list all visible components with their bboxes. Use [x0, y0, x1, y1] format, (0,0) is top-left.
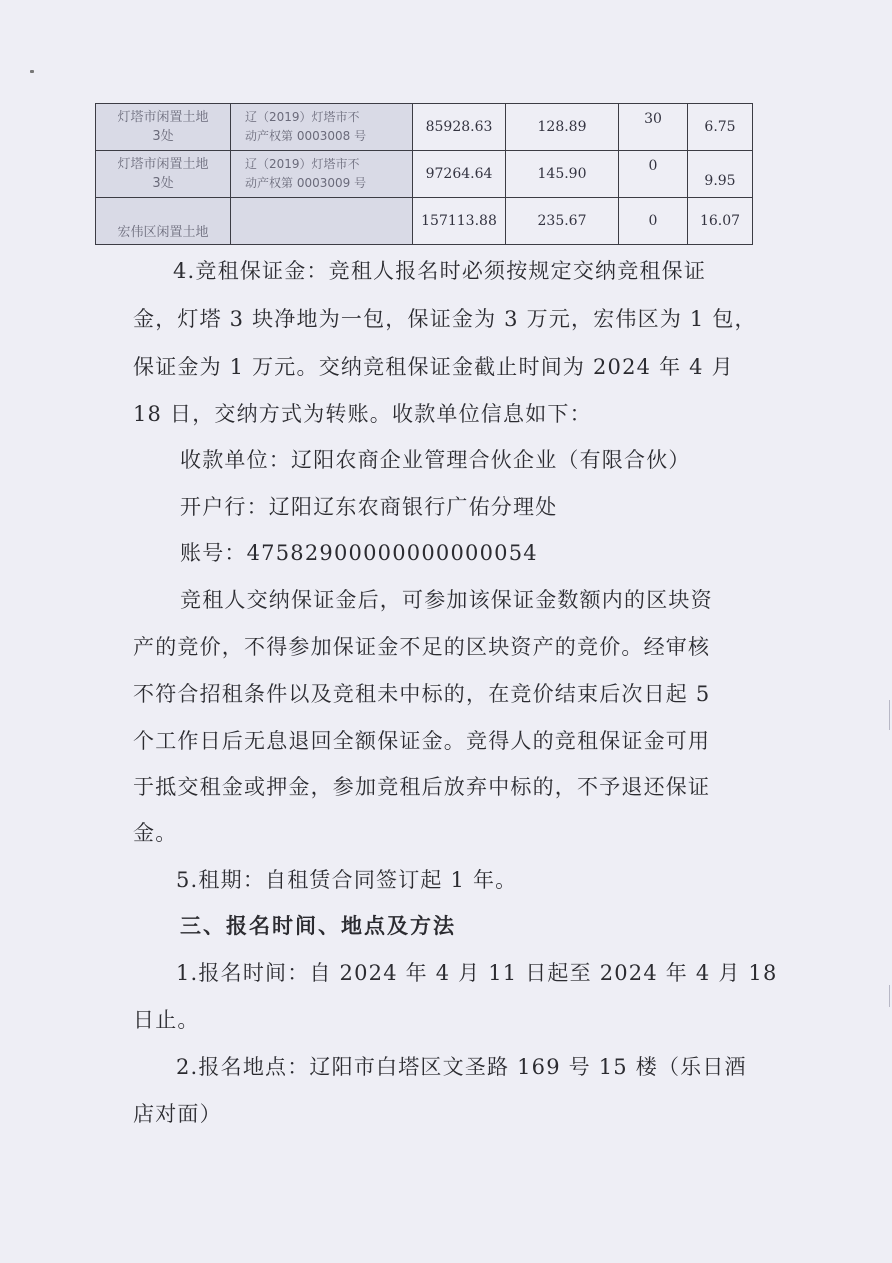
land-name-cell: 灯塔市闲置土地 3处: [96, 104, 231, 151]
land-name-cell: 灯塔市闲置土地 3处: [96, 151, 231, 198]
scan-edge-mark: [889, 700, 890, 730]
rule-paragraph-line: 金。: [133, 821, 178, 845]
rule-paragraph-line: 个工作日后无息退回全额保证金。竞得人的竞租保证金可用: [133, 729, 711, 753]
registration-time-line: 1.报名时间：自 2024 年 4 月 11 日起至 2024 年 4 月 18: [176, 961, 778, 985]
certificate-cell: 辽（2019）灯塔市不 动产权第 0003008 号: [231, 104, 413, 151]
registration-place-line: 店对面）: [133, 1102, 222, 1126]
account-line: 账号：47582900000000000054: [180, 541, 538, 565]
lease-term-line: 5.租期：自租赁合同签订起 1 年。: [176, 868, 518, 892]
scan-edge-mark: [889, 985, 890, 1007]
rule-paragraph-line: 于抵交租金或押金，参加竞租后放弃中标的，不予退还保证: [133, 775, 711, 799]
rule-paragraph-line: 竞租人交纳保证金后，可参加该保证金数额内的区块资: [180, 588, 713, 612]
deposit-paragraph-line: 18 日，交纳方式为转账。收款单位信息如下：: [133, 402, 592, 426]
registration-time-line: 日止。: [133, 1008, 200, 1032]
rule-paragraph-line: 产的竞价，不得参加保证金不足的区块资产的竞价。经审核: [133, 635, 711, 659]
area-cell: 97264.64: [413, 151, 506, 198]
table-row: [96, 198, 753, 245]
count-cell: 0: [619, 151, 688, 198]
mu-cell: 145.90: [506, 151, 619, 198]
certificate-cell: 辽（2019）灯塔市不 动产权第 0003009 号: [231, 151, 413, 198]
area-cell: 157113.88: [413, 198, 506, 245]
land-name-cell: 宏伟区闲置土地: [96, 198, 231, 245]
registration-place-line: 2.报名地点：辽阳市白塔区文圣路 169 号 15 楼（乐日酒: [176, 1055, 747, 1079]
area-cell: 85928.63: [413, 104, 506, 151]
count-cell: 30: [619, 104, 688, 151]
section-heading: 三、报名时间、地点及方法: [180, 914, 456, 938]
mu-cell: 235.67: [506, 198, 619, 245]
deposit-paragraph-line: 4.竞租保证金：竞租人报名时必须按规定交纳竞租保证: [173, 259, 707, 283]
price-cell: 16.07: [688, 198, 753, 245]
payee-line: 收款单位：辽阳农商企业管理合伙企业（有限合伙）: [180, 448, 691, 472]
scan-speck: [30, 70, 34, 73]
certificate-cell: [231, 198, 413, 245]
mu-cell: 128.89: [506, 104, 619, 151]
land-asset-table: [95, 103, 753, 245]
price-cell: 6.75: [688, 104, 753, 151]
deposit-paragraph-line: 金，灯塔 3 块净地为一包，保证金为 3 万元，宏伟区为 1 包，: [133, 307, 757, 331]
price-cell: 9.95: [688, 151, 753, 198]
deposit-paragraph-line: 保证金为 1 万元。交纳竞租保证金截止时间为 2024 年 4 月: [133, 355, 734, 379]
bank-line: 开户行：辽阳辽东农商银行广佑分理处: [180, 495, 558, 519]
table-row: [96, 151, 753, 198]
table-row: [96, 104, 753, 151]
rule-paragraph-line: 不符合招租条件以及竞租未中标的，在竞价结束后次日起 5: [133, 682, 711, 706]
count-cell: 0: [619, 198, 688, 245]
